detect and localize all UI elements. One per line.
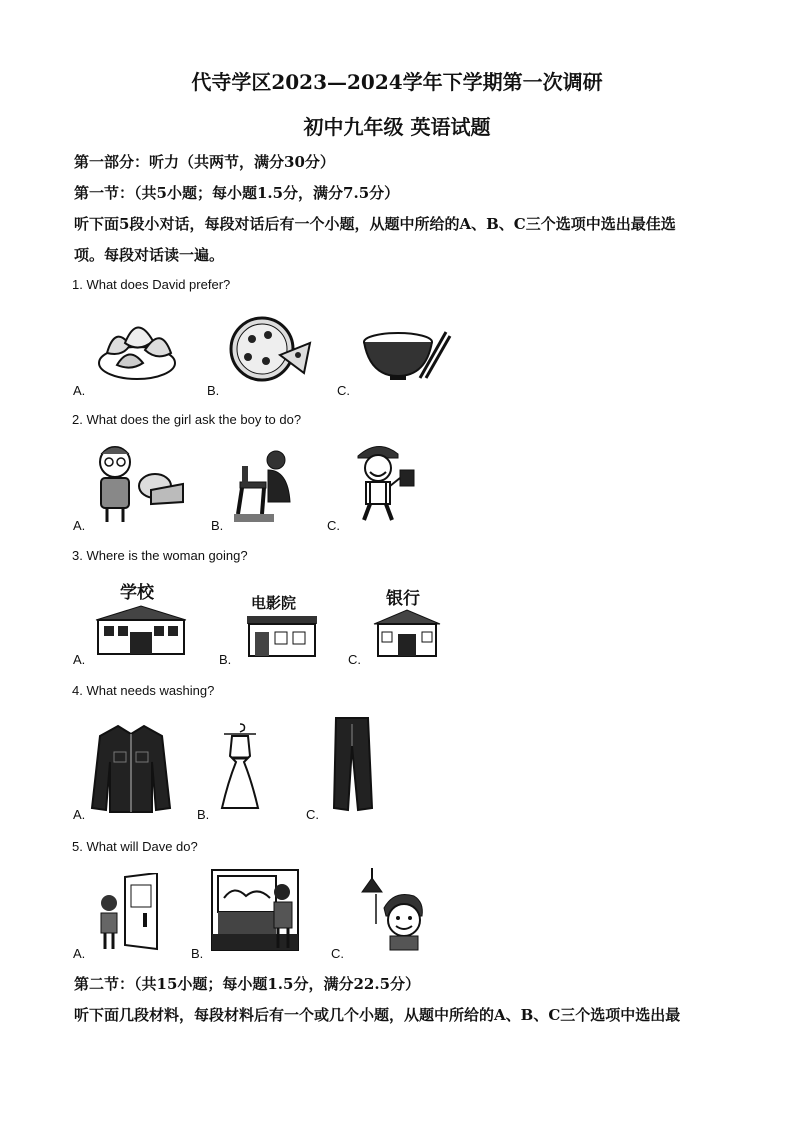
boy-with-bread-icon bbox=[93, 440, 188, 525]
section-two-instruction-1: 听下面几段材料，每段材料后有一个或几个小题，从题中所给的A、B、C三个选项中选出最 bbox=[74, 1006, 681, 1024]
q1-option-a[interactable]: A. bbox=[73, 383, 86, 398]
q5-option-b[interactable]: B. bbox=[191, 946, 204, 961]
bank-building-icon bbox=[372, 586, 442, 658]
q2-option-a[interactable]: A. bbox=[73, 518, 86, 533]
dumplings-icon bbox=[95, 305, 180, 385]
q5-option-c[interactable]: C. bbox=[331, 946, 344, 961]
school-sign: 学校 bbox=[120, 583, 154, 603]
q1-option-c[interactable]: C. bbox=[337, 383, 350, 398]
q4-option-c[interactable]: C. bbox=[306, 807, 319, 822]
boy-at-window-icon bbox=[210, 868, 300, 952]
pizza-icon bbox=[228, 315, 313, 383]
q4-option-a[interactable]: A. bbox=[73, 807, 86, 822]
q3-option-a[interactable]: A. bbox=[73, 652, 86, 667]
section-two-heading: 第二节：（共15小题；每小题1.5分，满分22.5分） bbox=[74, 975, 421, 993]
section-one-instruction-1: 听下面5段小对话，每段对话后有一个小题，从题中所给的A、B、C三个选项中选出最佳选 bbox=[74, 215, 676, 233]
boy-with-chair-icon bbox=[232, 448, 294, 526]
cinema-sign: 电影院 bbox=[251, 594, 297, 612]
q2-option-b[interactable]: B. bbox=[211, 518, 224, 533]
q4-option-b[interactable]: B. bbox=[197, 807, 210, 822]
rice-bowl-icon bbox=[360, 328, 455, 383]
shirt-icon bbox=[90, 722, 172, 814]
question-5: 5. What will Dave do? bbox=[72, 839, 198, 854]
section-one-heading: 第一节：（共5小题；每小题1.5分，满分7.5分） bbox=[74, 184, 400, 202]
section-one-instruction-2: 项。每段对话读一遍。 bbox=[74, 246, 225, 264]
cinema-building-icon bbox=[245, 592, 320, 658]
q5-option-a[interactable]: A. bbox=[73, 946, 86, 961]
dress-icon bbox=[218, 722, 263, 812]
question-1: 1. What does David prefer? bbox=[72, 277, 231, 292]
boy-under-lamp-icon bbox=[352, 868, 432, 952]
exam-title: 代寺学区2023—2024学年下学期第一次调研 bbox=[191, 70, 603, 94]
q1-option-b[interactable]: B. bbox=[207, 383, 220, 398]
q3-option-c[interactable]: C. bbox=[348, 652, 361, 667]
q3-option-b[interactable]: B. bbox=[219, 652, 232, 667]
trousers-icon bbox=[330, 716, 376, 812]
question-3: 3. Where is the woman going? bbox=[72, 548, 248, 563]
bank-sign: 银行 bbox=[386, 589, 420, 609]
boy-at-door-icon bbox=[95, 873, 165, 953]
boy-with-cup-icon bbox=[348, 440, 418, 525]
exam-subtitle: 初中九年级 英语试题 bbox=[303, 115, 491, 139]
question-2: 2. What does the girl ask the boy to do? bbox=[72, 412, 302, 427]
question-4: 4. What needs washing? bbox=[72, 683, 215, 698]
q2-option-c[interactable]: C. bbox=[327, 518, 340, 533]
part-one-heading: 第一部分：听力（共两节，满分30分） bbox=[74, 153, 335, 171]
school-building-icon bbox=[92, 578, 190, 658]
